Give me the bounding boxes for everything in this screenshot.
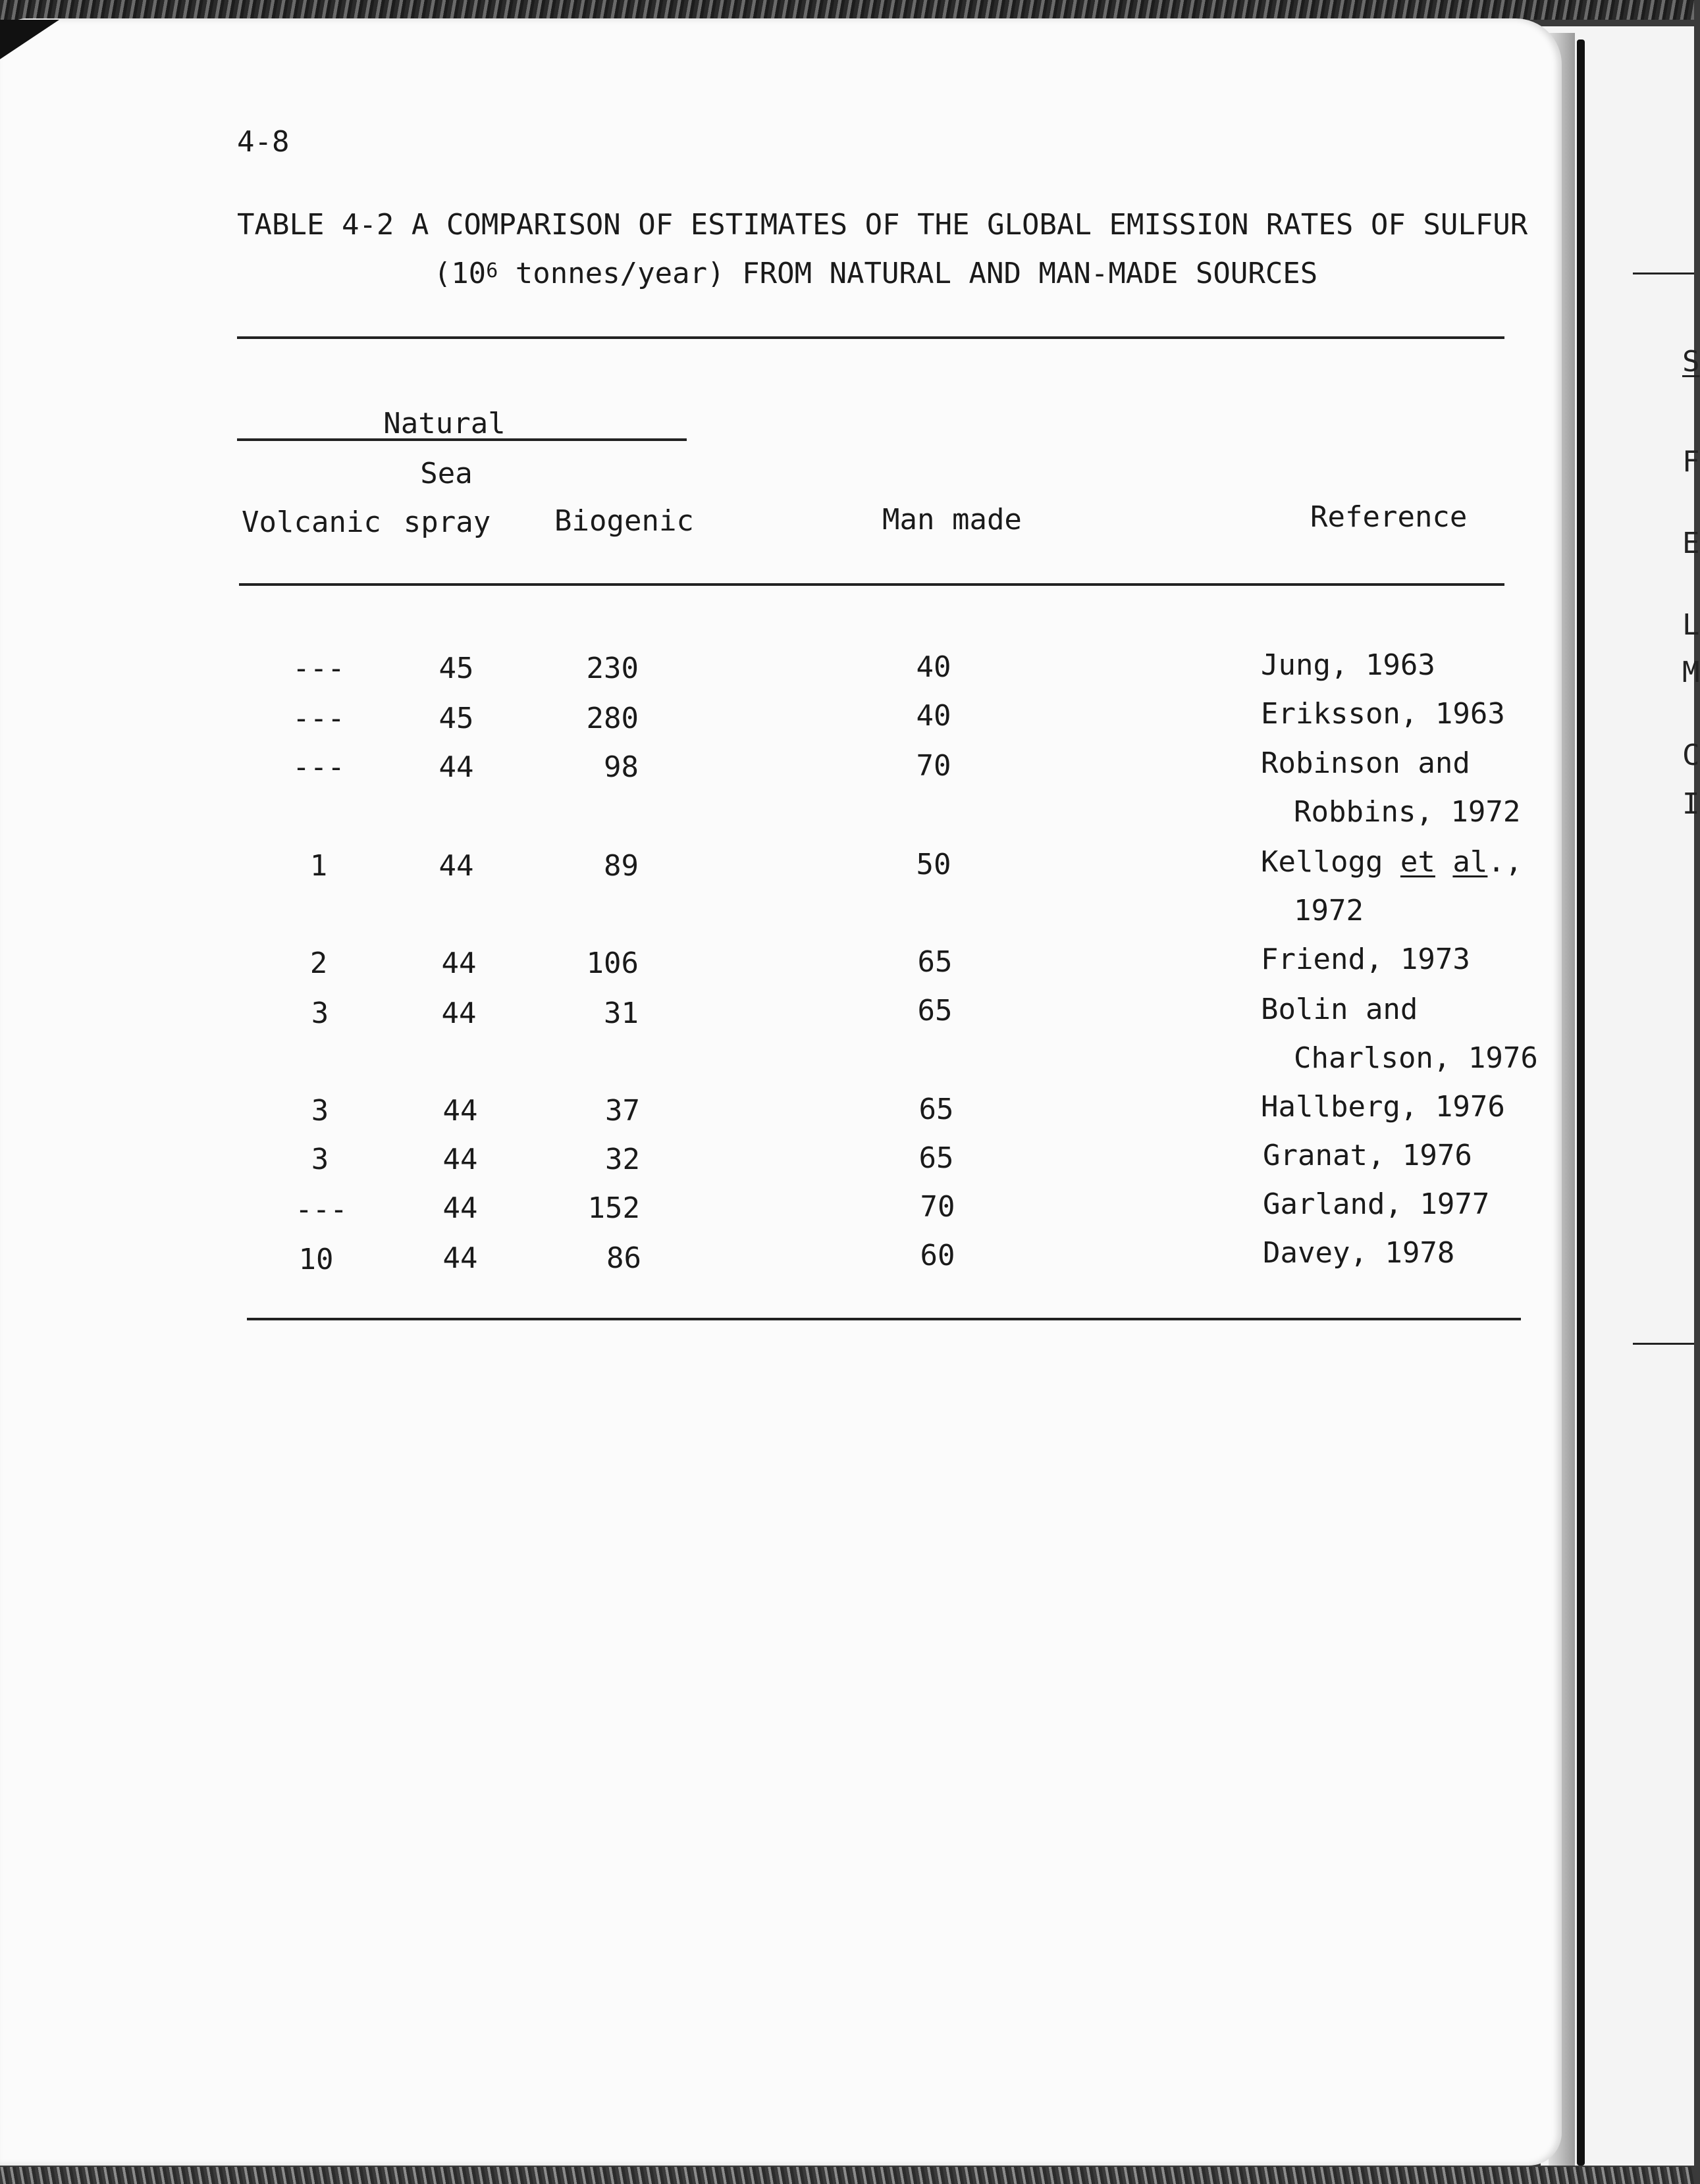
adjacent-page-letter: M [1682, 656, 1700, 689]
caption-unit-prefix: (10 [433, 257, 487, 290]
adjacent-page-letter: E [1682, 527, 1700, 560]
cell-biogenic: 31 [604, 997, 639, 1030]
table-top-rule [237, 336, 1504, 339]
header-volcanic: Volcanic [242, 506, 381, 539]
cell-biogenic: 152 [587, 1191, 640, 1225]
cell-biogenic: 280 [586, 702, 639, 735]
header-biogenic: Biogenic [554, 504, 694, 538]
header-man-made: Man made [882, 503, 1022, 536]
cell-sea-spray: 44 [442, 1191, 478, 1225]
cell-reference-continued: Charlson, 1976 [1294, 1041, 1538, 1075]
cell-volcanic: --- [292, 750, 345, 784]
cell-biogenic: 86 [606, 1241, 641, 1275]
adjacent-page-letter: S [1682, 345, 1700, 378]
header-natural: Natural [383, 407, 506, 440]
cell-volcanic: 3 [311, 1094, 329, 1128]
cell-reference-continued: Robbins, 1972 [1294, 795, 1521, 829]
cell-reference: Bolin and [1261, 993, 1418, 1026]
header-sea: Sea [420, 457, 473, 490]
reference-author: Kellogg [1261, 845, 1400, 879]
cell-sea-spray: 44 [442, 1241, 478, 1275]
cell-man-made: 65 [918, 1093, 954, 1126]
cell-biogenic: 32 [605, 1143, 640, 1176]
cell-volcanic: 10 [298, 1243, 334, 1276]
cell-sea-spray: 44 [441, 947, 477, 980]
caption-line-1: TABLE 4-2 A COMPARISON OF ESTIMATES OF THE GLOBAL EMISSION RATES OF SULFUR [237, 208, 1528, 242]
cell-reference: Hallberg, 1976 [1261, 1090, 1505, 1124]
reference-punct: ., [1487, 845, 1523, 879]
cell-volcanic: --- [292, 702, 345, 735]
scan-top-edge [0, 0, 1694, 20]
adjacent-page-rule-bottom [1633, 1343, 1694, 1345]
cell-man-made: 65 [918, 1141, 954, 1175]
cell-sea-spray: 45 [438, 652, 474, 685]
adjacent-page-letter: L [1682, 608, 1700, 642]
cell-man-made: 40 [916, 650, 951, 684]
reference-et: et [1400, 845, 1435, 879]
cell-reference [1261, 845, 1522, 879]
table-bottom-rule [247, 1318, 1521, 1320]
cell-man-made: 70 [916, 749, 951, 783]
cell-volcanic: 3 [311, 1143, 329, 1176]
cell-volcanic: 1 [309, 849, 328, 883]
cell-man-made: 40 [916, 699, 951, 733]
cell-reference: Davey, 1978 [1263, 1236, 1455, 1270]
caption-unit-suffix: tonnes/year) FROM NATURAL AND MAN-MADE SOURCES [498, 257, 1318, 290]
cell-sea-spray: 44 [438, 849, 474, 883]
cell-sea-spray: 44 [442, 1143, 478, 1176]
header-reference: Reference [1310, 500, 1468, 534]
header-bottom-rule [239, 583, 1504, 586]
cell-man-made: 65 [917, 945, 953, 979]
reference-al: al [1452, 845, 1488, 879]
cell-reference: Garland, 1977 [1263, 1187, 1490, 1221]
adjacent-page-rule-top [1633, 273, 1694, 274]
adjacent-page-letter: C [1682, 739, 1700, 772]
cell-biogenic: 230 [586, 652, 639, 685]
cell-reference-continued: 1972 [1294, 894, 1364, 927]
cell-sea-spray: 45 [438, 702, 474, 735]
caption-line-2 [237, 249, 1514, 298]
cell-sea-spray: 44 [438, 750, 474, 784]
binding-spine [1577, 39, 1585, 2166]
cell-biogenic: 106 [586, 947, 639, 980]
header-spray: spray [403, 506, 491, 539]
cell-reference: Robinson and [1261, 746, 1470, 780]
cell-man-made: 60 [920, 1239, 955, 1272]
reference-space [1435, 845, 1453, 879]
cell-volcanic: 2 [309, 947, 328, 980]
cell-man-made: 50 [916, 848, 951, 881]
adjacent-page-letter: I [1682, 787, 1700, 821]
cell-biogenic: 37 [605, 1094, 640, 1128]
cell-sea-spray: 44 [442, 1094, 478, 1128]
caption-exponent: 6 [486, 259, 498, 282]
cell-man-made: 70 [920, 1190, 955, 1224]
cell-sea-spray: 44 [441, 997, 477, 1030]
cell-reference: Friend, 1973 [1261, 943, 1470, 976]
table-caption [237, 201, 1528, 298]
cell-biogenic: 98 [604, 750, 639, 784]
cell-volcanic: --- [292, 652, 345, 685]
scan-bottom-edge [0, 2167, 1694, 2184]
cell-biogenic: 89 [604, 849, 639, 883]
page-number: 4-8 [237, 125, 290, 159]
cell-volcanic: --- [295, 1193, 348, 1226]
adjacent-page-letter: F [1682, 445, 1700, 479]
cell-man-made: 65 [917, 994, 953, 1027]
cell-reference: Eriksson, 1963 [1261, 697, 1505, 731]
cell-volcanic: 3 [311, 997, 329, 1030]
cell-reference: Granat, 1976 [1263, 1139, 1472, 1172]
cell-reference: Jung, 1963 [1261, 648, 1435, 682]
